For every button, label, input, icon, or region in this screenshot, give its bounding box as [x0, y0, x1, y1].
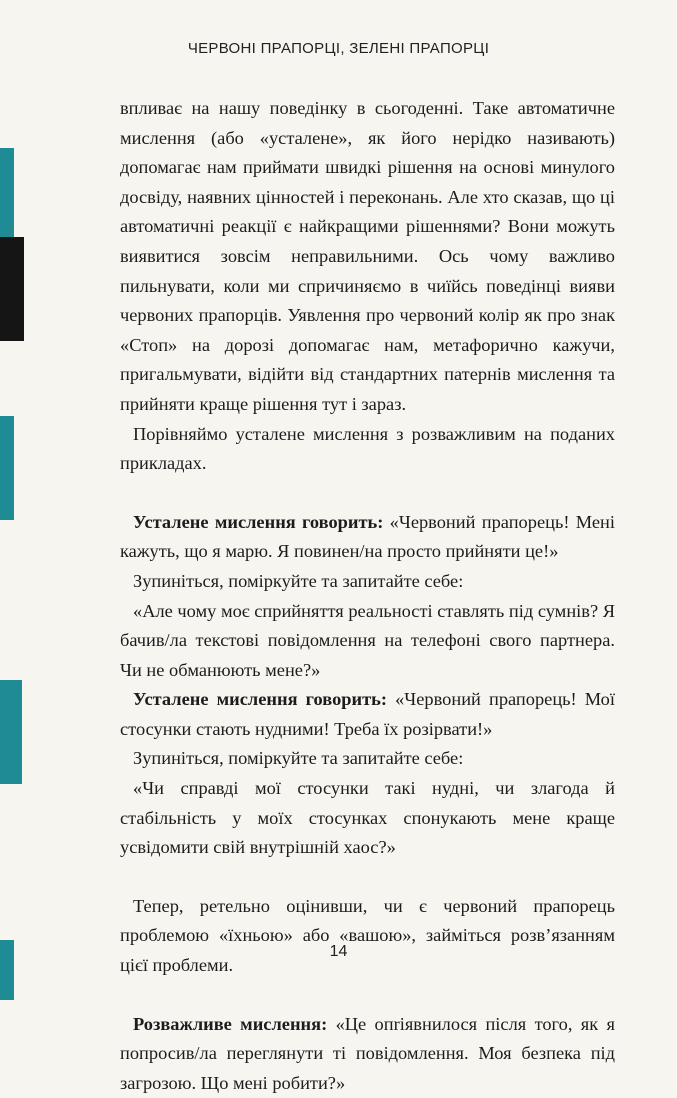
example-3-text: «Це опriявнилося після того, як я попросив/ла переглянути ті повідомлення. Моя безпека під загрозою. Що мені робити?» — [120, 1013, 615, 1093]
example-2-statement — [120, 685, 615, 744]
example-2-label: Усталене мислення говорить: — [133, 689, 387, 710]
edge-tab-black — [0, 237, 24, 341]
example-1-label: Усталене мислення говорить: — [133, 511, 384, 532]
edge-tab-teal — [0, 148, 14, 243]
edge-tab-teal — [0, 416, 14, 520]
spacer — [120, 863, 615, 892]
edge-tab-teal — [0, 680, 22, 784]
spacer — [120, 981, 615, 1010]
example-1-statement — [120, 508, 615, 567]
example-1-text: «Червоний прапорець! Мені кажуть, що я марю. Я повинен/на просто прийняти це!» — [120, 511, 615, 562]
example-2-stop: Зупиніться, поміркуйте та запитайте себе: — [133, 748, 464, 769]
example-1-stop: Зупиніться, поміркуйте та запитайте себе: — [133, 570, 464, 591]
paragraph-continuation: впливає на нашу поведінку в сьогоденні. Таке автоматичне мислення (або «усталене», як його нерідко називають) допомагає нам приймати швидкі рішення на основі минулого досвіду, наявних цінностей і переконань. Але хто сказав, що ці автоматичні реакції є найкращими рішеннями? Вони можуть виявитися зовсім неправильними. Ось чому важливо пильнувати, коли ми спричиняємо в чиїйсь поведінці вияви червоних прапорців. Уявлення про червоний колір як про знак «Стоп» на дорозі допомагає нам, метафорично кажучи, пригальмувати, відійти від стандартних патернів мислення та прийняти краще рішення тут і зараз. — [120, 98, 615, 414]
example-3-statement — [120, 1010, 615, 1098]
spacer — [120, 479, 615, 508]
example-2-text: «Червоний прапорець! Мої стосунки стають нудними! Треба їх розірвати!» — [120, 689, 615, 739]
paragraph-intro-comparison: Порівняймо усталене мислення з розважливим на поданих прикладах. — [120, 423, 615, 474]
paragraph-assessment: Тепер, ретельно оцінивши, чи є червоний прапорець проблемою «їхньою» або «вашою», займіться розв’язанням цієї проблеми. — [120, 895, 615, 976]
running-header: ЧЕРВОНІ ПРАПОРЦІ, ЗЕЛЕНІ ПРАПОРЦІ — [187, 40, 490, 57]
example-2-question: «Чи справді мої стосунки такі нудні, чи злагода й стабільність у моїх стосунках спонукають мене краще усвідомити свій внутрішній хаос?» — [120, 778, 615, 858]
example-3-label: Розважливе мислення: — [133, 1013, 328, 1034]
page-number: 14 — [329, 943, 348, 960]
example-1-question: «Але чому моє сприйняття реальності ставлять під сумнів? Я бачив/ла текстові повідомлення на телефоні свого партнера. Чи не обманюють мене?» — [120, 600, 615, 680]
